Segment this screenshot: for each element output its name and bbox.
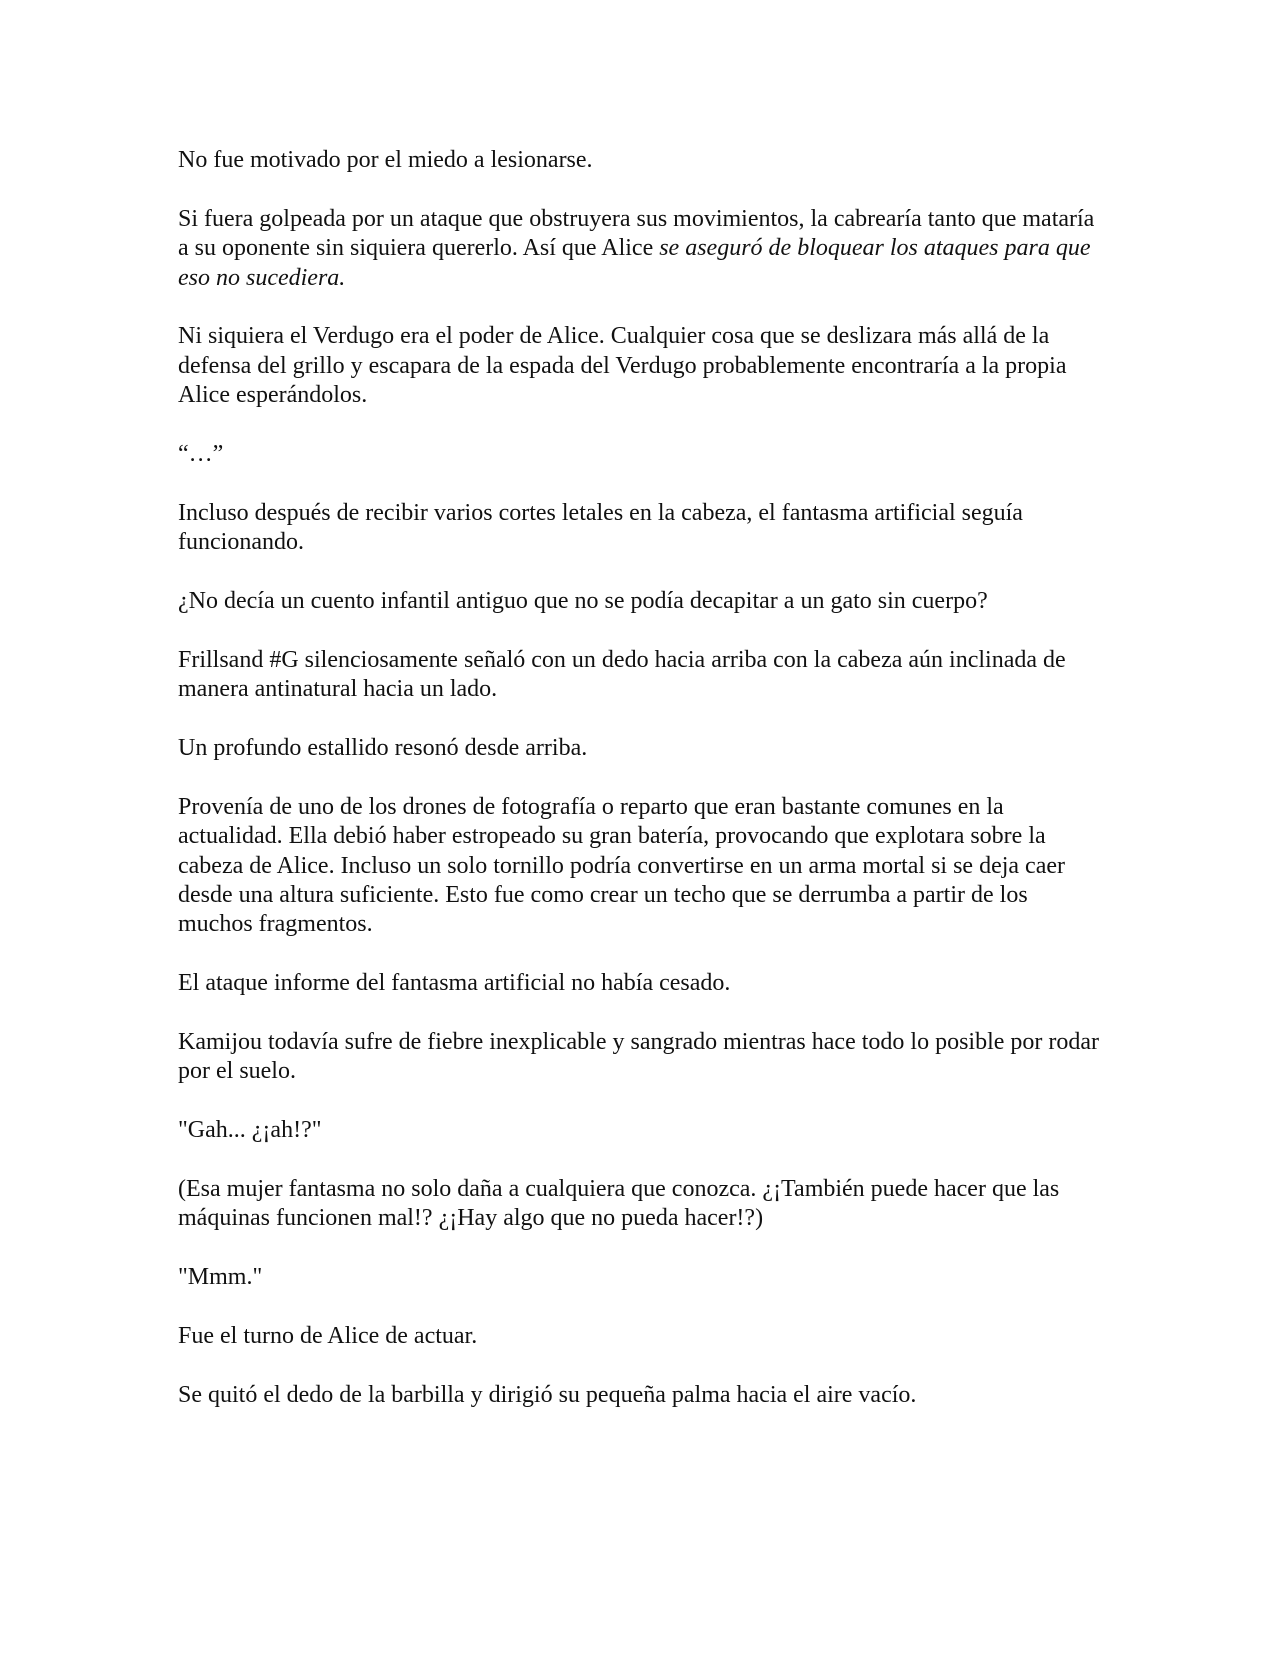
paragraph: Un profundo estallido resonó desde arriba. [178, 735, 588, 762]
paragraph: El ataque informe del fantasma artificial no había cesado. [178, 970, 731, 997]
paragraph: Frillsand #G silenciosamente señaló con un dedo hacia arriba con la cabeza aún inclinada de manera antinatural hacia un lado. [178, 646, 1066, 703]
paragraph: Provenía de uno de los drones de fotografía o reparto que eran bastante comunes en la actualidad. Ella debió haber estropeado su gran batería, provocando que explotara sobre la cabeza de Alice. Incluso un solo tornillo podría convertirse en un arma mortal si se deja caer desde una altura suficiente. Esto fue como crear un techo que se derrumba a partir de los muchos fragmentos. [178, 793, 1066, 938]
paragraph: Fue el turno de Alice de actuar. [178, 1323, 478, 1350]
paragraph: "Mmm." [178, 1264, 263, 1291]
paragraph-italic-text: se aseguró de bloquear los ataques para que eso no sucediera. [178, 235, 1091, 291]
paragraph: Ni siquiera el Verdugo era el poder de Alice. Cualquier cosa que se deslizara más allá de la defensa del grillo y escapara de la espada del Verdugo probablemente encontraría a la propia Alice esperándolos. [178, 323, 1067, 409]
paragraph-text: Si fuera golpeada por un ataque que obstruyera sus movimientos, la cabrearía tanto que mataría a su oponente sin siquiera quererlo. Así que Alice [178, 205, 1095, 262]
paragraph: Se quitó el dedo de la barbilla y dirigió su pequeña palma hacia el aire vacío. [178, 1381, 917, 1408]
paragraph: “…” [178, 441, 224, 468]
paragraph: No fue motivado por el miedo a lesionarse. [178, 147, 593, 173]
paragraph: "Gah... ¿¡ah!?" [178, 1117, 322, 1144]
paragraph: Incluso después de recibir varios cortes letales en la cabeza, el fantasma artificial seguía funcionando. [178, 499, 1023, 556]
paragraph [178, 205, 1108, 293]
paragraph: ¿No decía un cuento infantil antiguo que no se podía decapitar a un gato sin cuerpo? [178, 588, 988, 615]
paragraph: Kamijou todavía sufre de fiebre inexplicable y sangrado mientras hace todo lo posible por rodar por el suelo. [178, 1029, 1100, 1085]
document-page [178, 146, 1108, 1440]
paragraph: (Esa mujer fantasma no solo daña a cualquiera que conozca. ¿¡También puede hacer que las máquinas funcionen mal!? ¿¡Hay algo que no pueda hacer!?) [178, 1176, 1060, 1232]
